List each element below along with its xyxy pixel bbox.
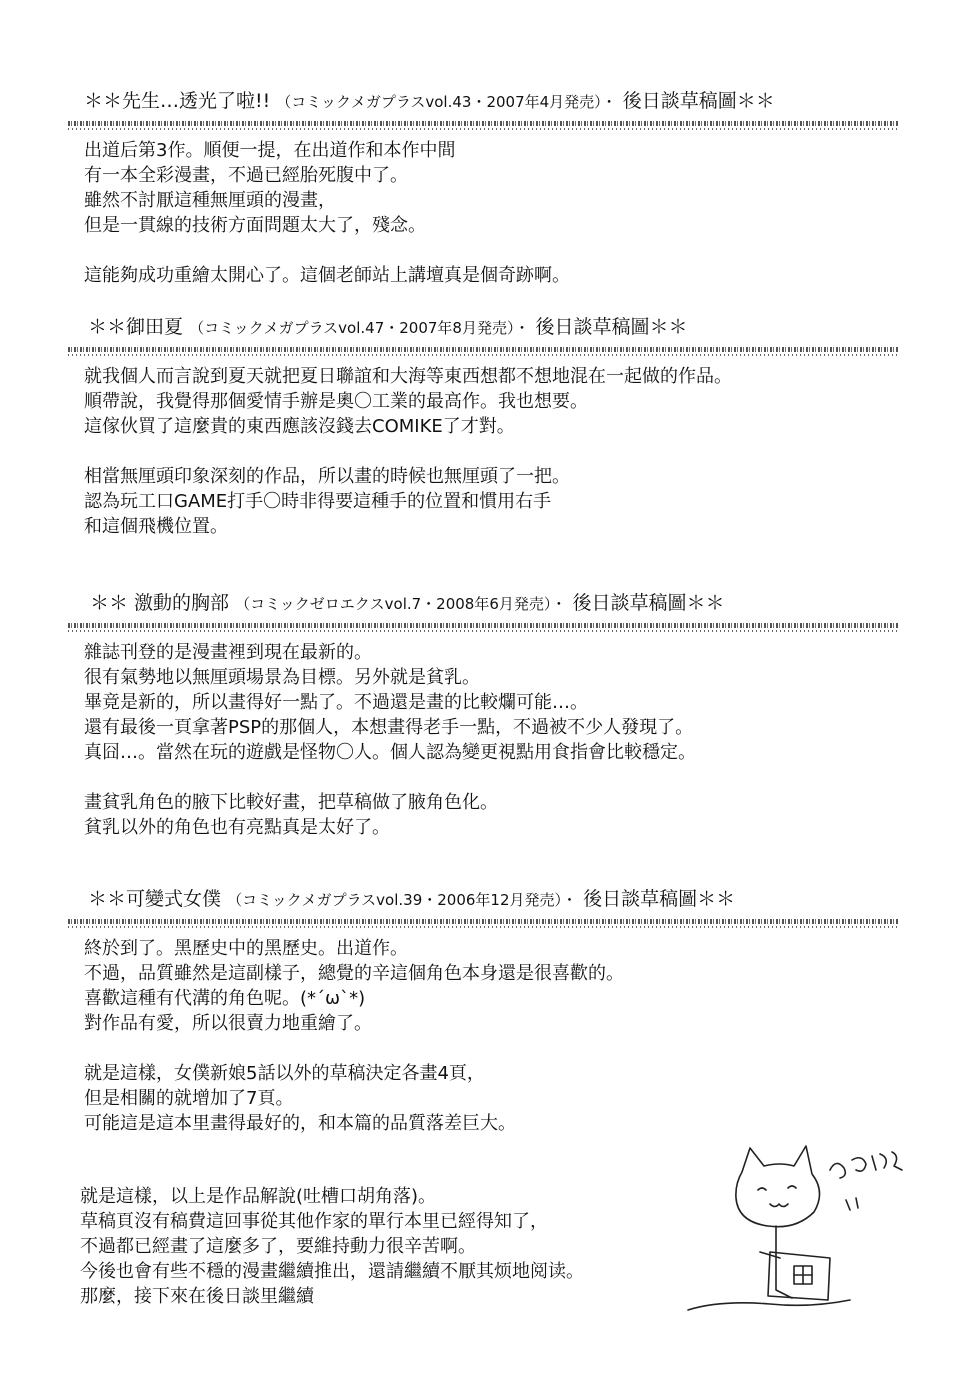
text-line: 認為玩工口GAME打手〇時非得要這種手的位置和慣用右手 — [84, 491, 552, 512]
text-line: 終於到了。黑歷史中的黑歷史。出道作。 — [84, 938, 408, 959]
divider-rule-thin — [68, 926, 898, 928]
paragraph — [68, 263, 898, 288]
paragraph — [68, 138, 898, 238]
section-heading — [68, 886, 898, 913]
paragraph — [68, 936, 898, 1036]
text-line: 畢竟是新的，所以畫得好一點了。不過還是畫的比較爛可能…。 — [84, 692, 588, 713]
divider-rule — [68, 347, 898, 352]
section-source: （コミックメガプラスvol.43・2007年4月発売）・ — [276, 93, 617, 111]
divider-rule — [68, 121, 898, 126]
divider-rule-thin — [68, 128, 898, 130]
text-line: 貧乳以外的角色也有亮點真是太好了。 — [84, 817, 390, 838]
text-line: 但是相關的就增加了7頁。 — [84, 1088, 294, 1109]
section-3 — [68, 590, 898, 840]
paragraph — [68, 640, 898, 765]
section-title: ＊＊可變式女僕 — [88, 888, 222, 910]
text-line: 有一本全彩漫畫，不過已經胎死腹中了。 — [84, 165, 408, 186]
section-tail: 後日談草稿圖＊＊ — [572, 592, 725, 614]
paragraph — [68, 364, 898, 439]
text-line: 對作品有愛，所以很賣力地重繪了。 — [84, 1013, 372, 1034]
section-heading — [68, 590, 898, 617]
section-source: （コミックメガプラスvol.39・2006年12月発売）・ — [227, 891, 578, 909]
text-line: 但是一貫線的技術方面問題太大了，殘念。 — [84, 215, 426, 236]
text-line: 很有氣勢地以無厘頭場景為目標。另外就是貧乳。 — [84, 667, 480, 688]
text-line: 雜誌刊登的是漫畫裡到現在最新的。 — [84, 642, 372, 663]
section-source: （コミックゼロエクスvol.7・2008年6月発売）・ — [235, 595, 567, 613]
divider-rule-thin — [68, 630, 898, 632]
section-heading — [68, 314, 898, 341]
divider-rule — [68, 623, 898, 628]
text-line: 不過，品質雖然是這副樣子，總覺的辛這個角色本身還是很喜歡的。 — [84, 963, 624, 984]
divider-rule — [68, 919, 898, 924]
text-line: 和這個飛機位置。 — [84, 516, 228, 537]
text-line: 這傢伙買了這麼貴的東西應該沒錢去COMIKE了才對。 — [84, 416, 515, 437]
section-tail: 後日談草稿圖＊＊ — [622, 90, 775, 112]
text-line: 真囧…。當然在玩的遊戲是怪物〇人。個人認為變更視點用食指會比較穩定。 — [84, 742, 696, 763]
cat-sketch-icon — [680, 1140, 910, 1325]
section-title: ＊＊先生…透光了啦!! — [84, 90, 271, 112]
text-line: 出道后第3作。順便一提，在出道作和本作中間 — [84, 140, 456, 161]
section-heading — [68, 88, 898, 115]
section-4 — [68, 886, 898, 1136]
section-2 — [68, 314, 898, 539]
text-line: 就是這樣，以上是作品解說(吐槽口胡角落)。 — [80, 1186, 437, 1207]
section-tail: 後日談草稿圖＊＊ — [535, 316, 688, 338]
text-line: 雖然不討厭這種無厘頭的漫畫， — [84, 190, 336, 211]
text-line: 還有最後一頁拿著PSP的那個人，本想畫得老手一點，不過被不少人發現了。 — [84, 717, 694, 738]
text-line: 順帶說，我覺得那個愛情手辦是奧〇工業的最高作。我也想要。 — [84, 391, 588, 412]
paragraph — [68, 464, 898, 539]
paragraph — [68, 790, 898, 840]
text-line: 畫貧乳角色的腋下比較好畫，把草稿做了腋角色化。 — [84, 792, 498, 813]
text-line: 喜歡這種有代溝的角色呢。(*´ω`*) — [84, 988, 366, 1009]
text-line: 草稿頁沒有稿費這回事從其他作家的單行本里已經得知了， — [80, 1211, 548, 1232]
text-line: 這能夠成功重繪太開心了。這個老師站上講壇真是個奇跡啊。 — [84, 265, 570, 286]
closing-note — [80, 1184, 584, 1309]
section-title: ＊＊御田夏 — [88, 316, 184, 338]
divider-rule-thin — [68, 354, 898, 356]
section-source: （コミックメガプラスvol.47・2007年8月発売）・ — [189, 319, 530, 337]
text-line: 今後也會有些不穩的漫畫繼續推出，還請繼續不厭其烦地阅读。 — [80, 1261, 584, 1282]
text-line: 可能這是這本里畫得最好的，和本篇的品質落差巨大。 — [84, 1113, 516, 1134]
text-line: 那麼，接下來在後日談里繼續 — [80, 1286, 314, 1307]
paragraph — [68, 1061, 898, 1136]
text-line: 就是這樣，女僕新娘5話以外的草稿決定各畫4頁， — [84, 1063, 485, 1084]
section-title: ＊＊ 激動的胸部 — [90, 592, 230, 614]
section-1 — [68, 88, 898, 288]
text-line: 不過都已經畫了這麼多了，要維持動力很辛苦啊。 — [80, 1236, 476, 1257]
section-tail: 後日談草稿圖＊＊ — [583, 888, 736, 910]
text-line: 就我個人而言說到夏天就把夏日聯誼和大海等東西想都不想地混在一起做的作品。 — [84, 366, 732, 387]
text-line: 相當無厘頭印象深刻的作品，所以畫的時候也無厘頭了一把。 — [84, 466, 570, 487]
